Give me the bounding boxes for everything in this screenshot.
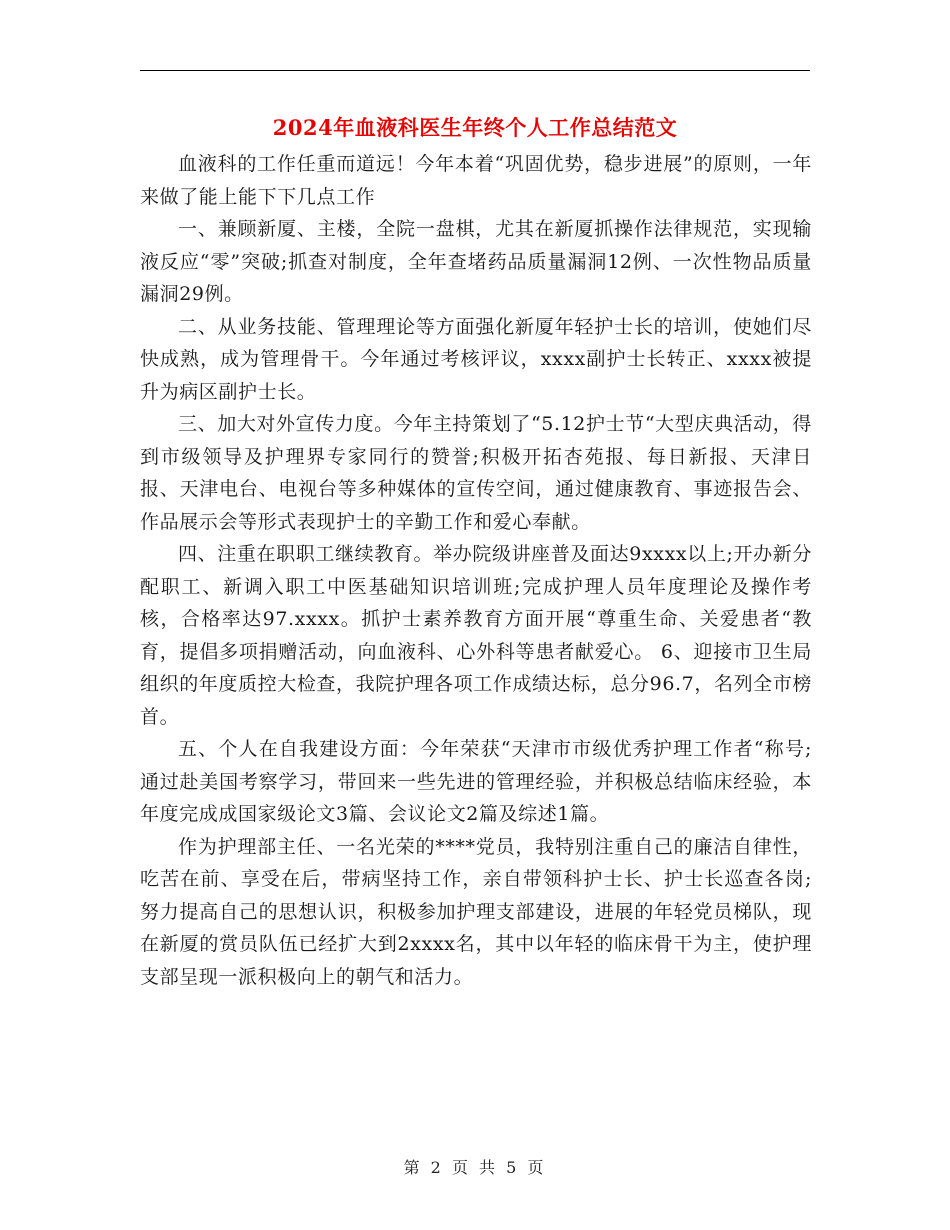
paragraph-section-4: 四、注重在职职工继续教育。举办院级讲座普及面达9xxxx以上;开办新分配职工、新调入职工中医基础知识培训班;完成护理人员年度理论及操作考核，合格率达97.xxxx。抓护士素养教育方面开展“尊重生命、关爱患者“教育，提倡多项捐赠活动，向血液科、心外科等患者献爱心。 6、迎接市卫生局组织的年度质控大检查，我院护理各项工作成绩达标，总分96.7，名列全市榜首。 (140, 543, 812, 728)
paragraph-section-3: 三、加大对外宣传力度。今年主持策划了“5.12护士节“大型庆典活动，得到市级领导及护理界专家同行的赞誉;积极开拓杏苑报、每日新报、天津日报、天津电台、电视台等多种媒体的宣传空间，通过健康教育、事迹报告会、作品展示会等形式表现护士的辛勤工作和爱心奉献。 (140, 413, 812, 533)
paragraph-intro: 血液科的工作任重而道远！今年本着“巩固优势，稳步进展”的原则，一年来做了能上能下下几点工作 (140, 153, 812, 208)
paragraph-section-2: 二、从业务技能、管理理论等方面强化新厦年轻护士长的培训，使她们尽快成熟，成为管理骨干。今年通过考核评议，xxxx副护士长转正、xxxx被提升为病区副护士长。 (140, 315, 812, 403)
header-rule (140, 70, 810, 71)
paragraph-section-5: 五、个人在自我建设方面：今年荣获“天津市市级优秀护理工作者“称号;通过赴美国考察学习，带回来一些先进的管理经验，并积极总结临床经验，本年度完成成国家级论文3篇、会议论文2篇及综述1篇。 (140, 738, 812, 825)
document-body (140, 148, 812, 993)
paragraph-closing: 作为护理部主任、一名光荣的****党员，我特别注重自己的廉洁自律性，吃苦在前、享受在后，带病坚持工作，亲自带领科护士长、护士长巡查各岗;努力提高自己的思想认识，积极参加护理支部建设，进展的年轻党员梯队，现在新厦的赏员队伍已经扩大到2xxxx名，其中以年轻的临床骨干为主，使护理支部呈现一派积极向上的朝气和活力。 (140, 835, 812, 988)
paragraph-section-1: 一、兼顾新厦、主楼，全院一盘棋，尤其在新厦抓操作法律规范，实现输液反应“零”突破;抓查对制度，全年查堵药品质量漏洞12例、一次性物品质量漏洞29例。 (140, 218, 812, 305)
document-title: 2024年血液科医生年终个人工作总结范文 (272, 115, 678, 140)
page-number: 第 2 页 共 5 页 (403, 1158, 547, 1177)
